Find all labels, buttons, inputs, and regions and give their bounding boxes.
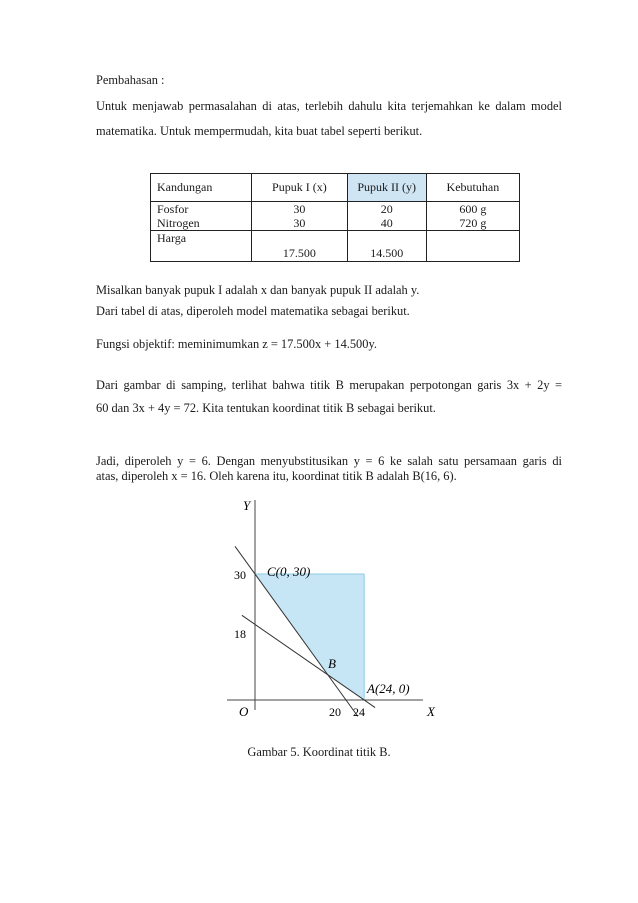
point-b-label: B [328,656,336,671]
header-kandungan: Kandungan [151,174,252,202]
body-p4-line1: Dari gambar di samping, terlihat bahwa titik B merupakan perpotongan garis 3x + 2y = [96,378,562,392]
table-row [151,231,520,262]
figure-caption: Gambar 5. Koordinat titik B. [247,745,391,759]
cell-harga-need [426,231,519,262]
cell-nitrogen-y: 40 [347,216,426,231]
body-p1: Misalkan banyak pupuk I adalah x dan banyak pupuk II adalah y. [96,283,420,297]
body-p5-line2: atas, diperoleh x = 16. Oleh karena itu, koordinat titik B adalah B(16, 6). [96,469,457,483]
x-axis-label: X [427,704,435,719]
body-p4-line2: 60 dan 3x + 4y = 72. Kita tentukan koordinat titik B sebagai berikut. [96,401,436,415]
y-axis-label: Y [243,498,251,513]
body-p5-line1: Jadi, diperoleh y = 6. Dengan menyubstitusikan y = 6 ke salah satu persamaan garis di [96,454,562,468]
header-pupuk-1: Pupuk I (x) [252,174,348,202]
intro-line-1: Untuk menjawab permasalahan di atas, terlebih dahulu kita terjemahkan ke dalam model [96,99,562,113]
cell-nitrogen-label: Nitrogen [151,216,252,231]
table-row [151,216,520,231]
header-pupuk-2: Pupuk II (y) [347,174,426,202]
feasible-region [255,574,364,700]
intro-line-2: matematika. Untuk mempermudah, kita buat tabel seperti berikut. [96,124,423,138]
fertilizer-table [150,173,520,262]
x-tick-24: 24 [353,705,365,719]
point-a-label: A(24, 0) [367,681,410,696]
cell-fosfor-need: 600 g [426,202,519,217]
heading-pembahasan: Pembahasan : [96,73,165,87]
x-tick-20: 20 [329,705,341,719]
cell-fosfor-label: Fosfor [151,202,252,217]
cell-harga-y: 14.500 [347,231,426,262]
origin-label: O [239,704,249,719]
cell-harga-x: 17.500 [252,231,348,262]
header-kebutuhan: Kebutuhan [426,174,519,202]
cell-nitrogen-x: 30 [252,216,348,231]
table-row [151,202,520,217]
y-tick-30: 30 [234,568,246,582]
body-p2: Dari tabel di atas, diperoleh model matematika sebagai berikut. [96,304,410,318]
objective-function: Fungsi objektif: meminimumkan z = 17.500x + 14.500y. [96,337,377,351]
cell-fosfor-y: 20 [347,202,426,217]
cell-fosfor-x: 30 [252,202,348,217]
table-header-row [151,174,520,202]
coordinate-graph [215,488,445,728]
cell-harga-label: Harga [151,231,252,262]
y-tick-18: 18 [234,627,246,641]
cell-nitrogen-need: 720 g [426,216,519,231]
point-c-label: C(0, 30) [267,564,311,579]
